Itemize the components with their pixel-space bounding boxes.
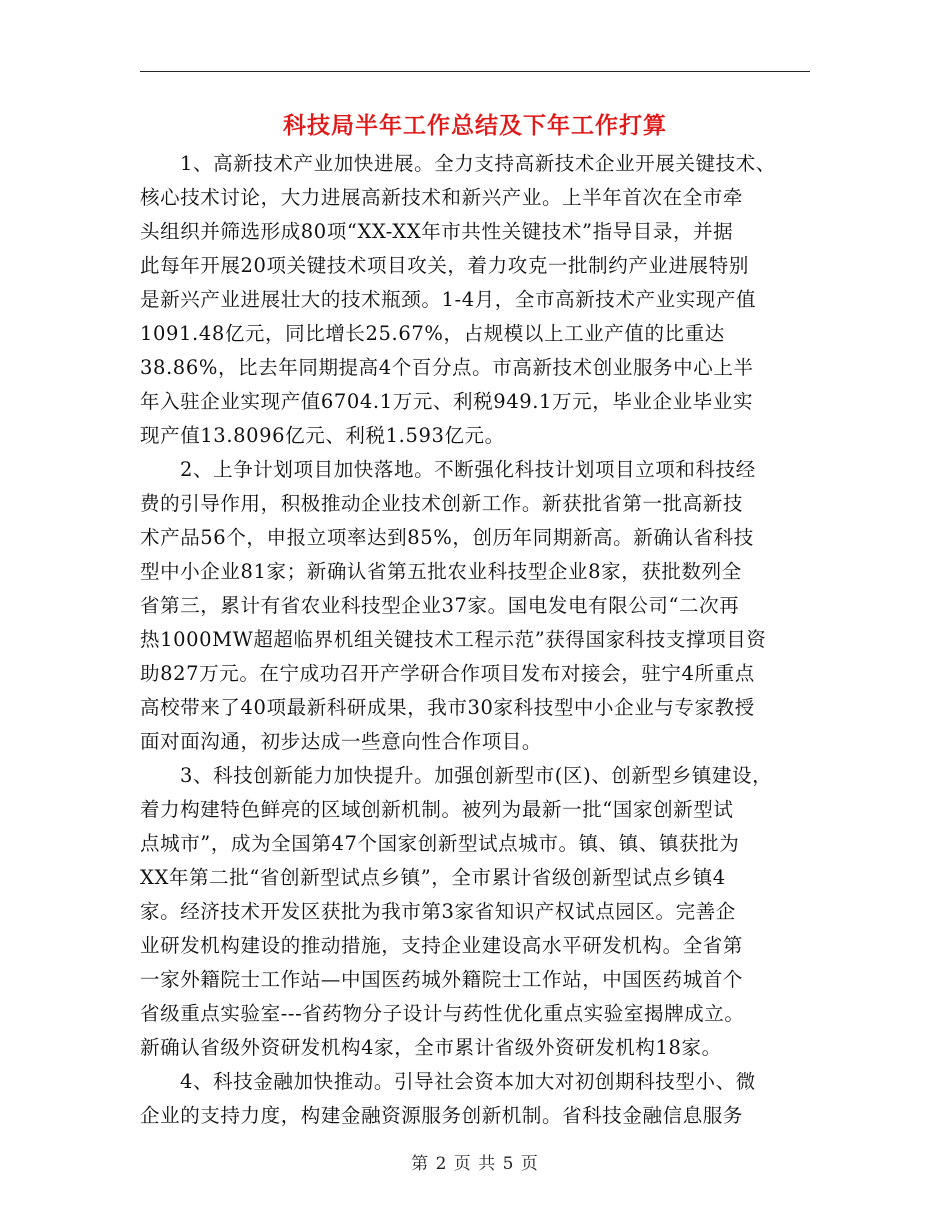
paragraph-line: 新确认省级外资研发机构4家，全市累计省级外资研发机构18家。: [140, 1036, 722, 1059]
paragraph-line: 面对面沟通，初步达成一些意向性合作项目。: [140, 730, 543, 753]
paragraph-1: [140, 147, 812, 453]
paragraph-line: 型中小企业81家；新确认省第五批农业科技型企业8家，获批数列全: [140, 560, 742, 583]
paragraph-4: [140, 1065, 812, 1133]
paragraph-line: 是新兴产业进展壮大的技术瓶颈。1-4月，全市高新技术产业实现产值: [140, 288, 757, 311]
paragraph-3: [140, 759, 812, 1065]
paragraph-line: 省级重点实验室---省药物分子设计与药性优化重点实验室揭牌成立。: [140, 1002, 745, 1025]
paragraph-line: 年入驻企业实现产值6704.1万元、利税949.1万元，毕业企业毕业实: [140, 390, 754, 413]
paragraph-line: 3、科技创新能力加快提升。加强创新型市(区)、创新型乡镇建设，: [180, 764, 773, 787]
paragraph-line: 企业的支持力度，构建金融资源服务创新机制。省科技金融信息服务: [140, 1104, 744, 1127]
header-rule: [140, 71, 810, 72]
paragraph-line: 1、高新技术产业加快进展。全力支持高新技术企业开展关键技术、: [180, 152, 776, 175]
paragraph-line: 着力构建特色鲜亮的区域创新机制。被列为最新一批“国家创新型试: [140, 798, 734, 821]
paragraph-line: 点城市”，成为全国第47个国家创新型试点城市。镇、镇、镇获批为: [140, 832, 740, 855]
paragraph-line: 现产值13.8096亿元、利税1.593亿元。: [140, 424, 505, 447]
paragraph-line: 业研发机构建设的推动措施，支持企业建设高水平研发机构。全省第: [140, 934, 744, 957]
paragraph-line: 此每年开展20项关键技术项目攻关，着力攻克一批制约产业进展特别: [140, 254, 749, 277]
document-body: [140, 147, 812, 1133]
paragraph-line: 1091.48亿元，同比增长25.67%，占规模以上工业产值的比重达: [140, 322, 725, 345]
paragraph-line: 助827万元。在宁成功召开产学研合作项目发布对接会，驻宁4所重点: [140, 662, 755, 685]
paragraph-line: 家。经济技术开发区获批为我市第3家省知识产权试点园区。完善企: [140, 900, 736, 923]
paragraph-line: 高校带来了40项最新科研成果，我市30家科技型中小企业与专家教授: [140, 696, 755, 719]
paragraph-line: 省第三，累计有省农业科技型企业37家。国电发电有限公司“二次再: [140, 594, 740, 617]
paragraph-line: 38.86%，比去年同期提高4个百分点。市高新技术创业服务中心上半: [140, 356, 754, 379]
paragraph-line: 4、科技金融加快推动。引导社会资本加大对初创期科技型小、微: [180, 1070, 756, 1093]
paragraph-2: [140, 453, 812, 759]
paragraph-line: 一家外籍院士工作站—中国医药城外籍院士工作站，中国医药城首个: [140, 968, 744, 991]
paragraph-line: XX年第二批“省创新型试点乡镇”，全市累计省级创新型试点乡镇4: [140, 866, 726, 889]
paragraph-line: 2、上争计划项目加快落地。不断强化科技计划项目立项和科技经: [180, 458, 756, 481]
paragraph-line: 费的引导作用，积极推动企业技术创新工作。新获批省第一批高新技: [140, 492, 744, 515]
document-title: 科技局半年工作总结及下年工作打算: [283, 112, 667, 139]
paragraph-line: 热1000MW超超临界机组关键技术工程示范”获得国家科技支撑项目资: [140, 628, 767, 651]
paragraph-line: 术产品56个，申报立项率达到85%，创历年同期新高。新确认省科技: [140, 526, 754, 549]
paragraph-line: 核心技术讨论，大力进展高新技术和新兴产业。上半年首次在全市牵: [140, 186, 744, 209]
page-indicator: 第 2 页 共 5 页: [411, 1154, 539, 1174]
paragraph-line: 头组织并筛选形成80项“XX-XX年市共性关键技术”指导目录，并据: [140, 220, 734, 243]
